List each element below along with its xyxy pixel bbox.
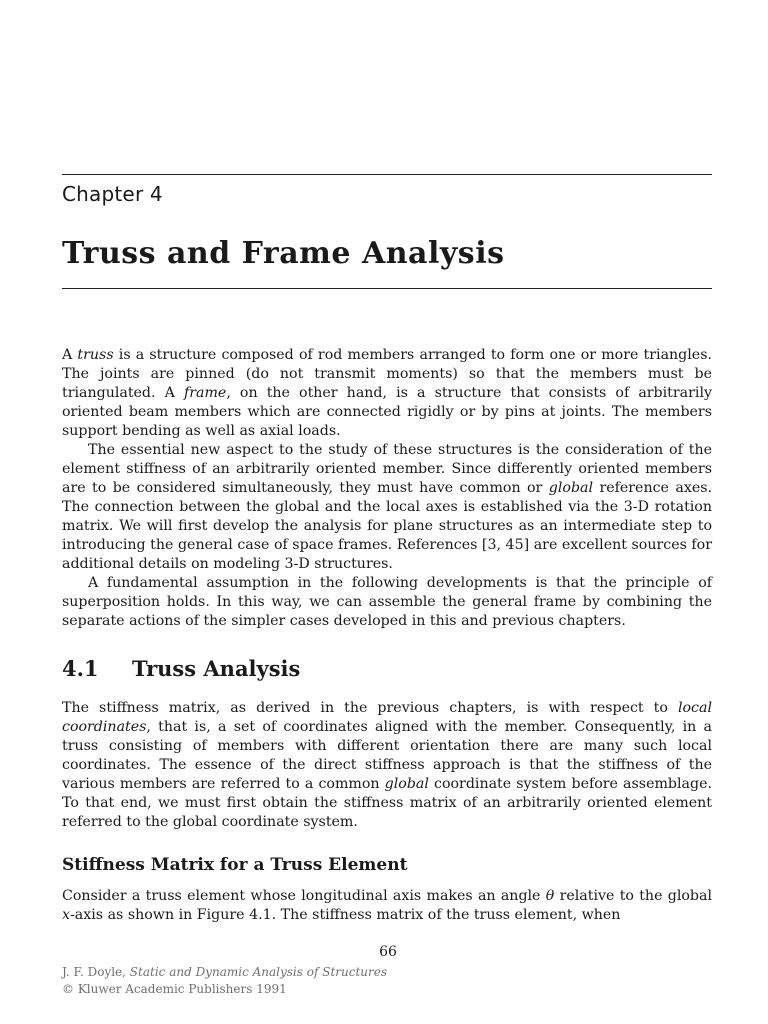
text-run: , on the other hand, is a structure that consists of arbitrarily oriented beam members which are connected rigidly or by pins at joints. The members support bending as well as axial loads.	[62, 385, 712, 439]
section-paragraph-1	[62, 699, 712, 832]
term-frame: frame	[183, 385, 227, 401]
footer-copyright: © Kluwer Academic Publishers 1991	[62, 982, 287, 996]
page-number: 66	[379, 944, 397, 960]
subsection-heading: Stiffness Matrix for a Truss Element	[62, 855, 408, 875]
text-run: The essential new aspect to the study of these structures is the consideration of the element stiffness of an arbitrarily oriented member. Since differently oriented members are to be considered simultaneously, they must have common or	[62, 442, 712, 496]
text-run: A	[62, 347, 78, 363]
symbol-theta: θ	[545, 888, 555, 904]
intro-paragraph-3: A fundamental assumption in the following developments is that the principle of superposition holds. In this way, we can assemble the general frame by combining the separate actions of the simpler cases developed in this and previous chapters.	[62, 575, 712, 629]
subsection-text	[62, 887, 712, 925]
symbol-x: x	[62, 907, 71, 923]
text-run: , that is, a set of coordinates aligned with the member. Consequently, in a truss consisting of members with different orientation there are many such local coordinates. The essence of the direct stiffness approach is that the stiffness of the various members are referred to a common	[62, 719, 712, 792]
chapter-label: Chapter 4	[62, 182, 163, 206]
text-run: Consider a truss element whose longitudinal axis makes an angle	[62, 888, 546, 904]
section-text	[62, 699, 712, 832]
text-run: is a structure composed of rod members arranged to form one or more triangles. The joints are pinned (do not transmit moments) so that the members must be triangulated. A	[62, 347, 712, 401]
text-run: relative to the global	[554, 888, 712, 904]
text-run: The stiffness matrix, as derived in the previous chapters, is with respect to	[62, 700, 678, 716]
section-heading	[62, 656, 300, 681]
intro-paragraph-1	[62, 346, 712, 441]
top-rule	[62, 174, 712, 175]
text-run: coordinate system before assemblage. To that end, we must first obtain the stiffness matrix of an arbitrarily oriented element referred to the global coordinate system.	[62, 776, 712, 830]
intro-text	[62, 346, 712, 631]
text-run: reference axes. The connection between the global and the local axes is established via the 3-D rotation matrix. We will first develop the analysis for plane structures as an intermediate step to introducing the general case of space frames. References [3, 45] are excellent sources for additional details on modeling 3-D structures.	[62, 480, 713, 572]
bottom-rule	[62, 288, 712, 289]
section-number: 4.1	[62, 656, 99, 681]
term-global: global	[548, 480, 594, 496]
footer-author: J. F. Doyle,	[62, 965, 130, 979]
footer-book-title: Static and Dynamic Analysis of Structures	[129, 965, 387, 979]
chapter-title: Truss and Frame Analysis	[62, 236, 505, 271]
subsection-paragraph-1	[62, 887, 712, 925]
text-run: -axis as shown in Figure 4.1. The stiffness matrix of the truss element, when	[70, 907, 621, 923]
intro-paragraph-2	[62, 441, 712, 574]
term-truss: truss	[77, 347, 114, 363]
footer-citation	[62, 964, 387, 981]
footer	[62, 964, 387, 998]
term-global: global	[384, 776, 429, 792]
section-title: Truss Analysis	[132, 656, 301, 681]
term-local-coordinates: local coordinates	[62, 700, 712, 735]
